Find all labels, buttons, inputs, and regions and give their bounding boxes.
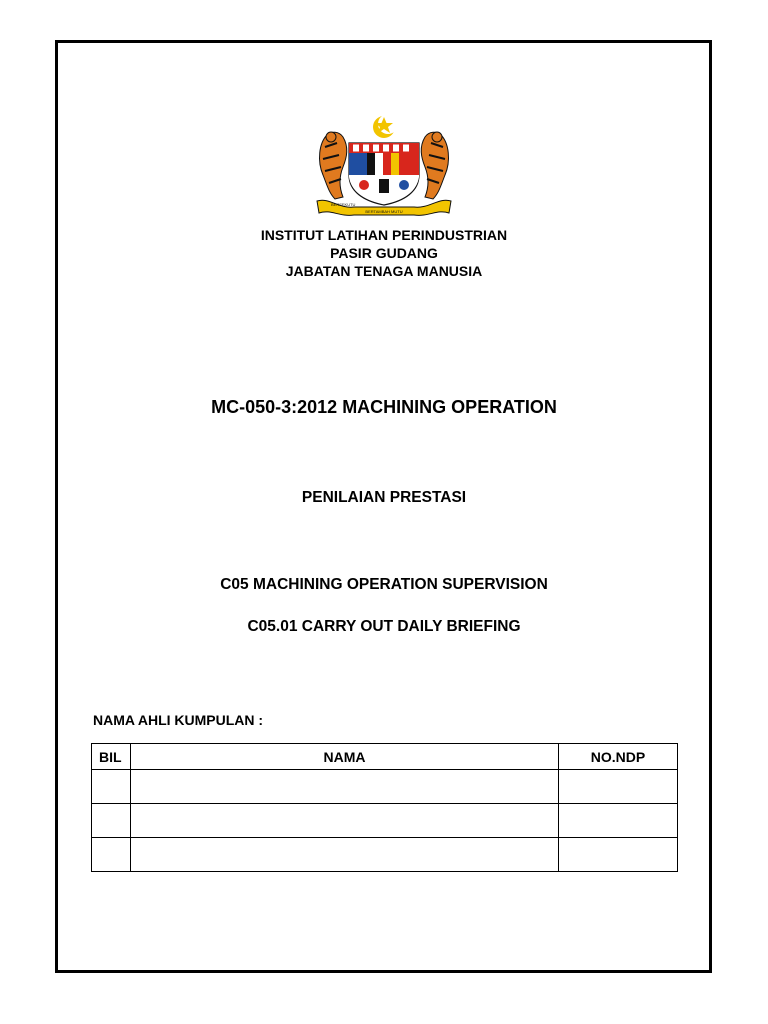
group-members-label: NAMA AHLI KUMPULAN : [93,712,264,728]
crest-motto-left: BERSEKUTU [331,202,356,207]
module-heading: C05 MACHINING OPERATION SUPERVISION [220,576,548,593]
task-heading: C05.01 CARRY OUT DAILY BRIEFING [247,618,521,635]
table-row [92,838,678,872]
bil-cell[interactable] [92,804,131,838]
ndp-cell[interactable] [559,838,678,872]
column-header-nama: NAMA [131,744,559,770]
institution-location: PASIR GUDANG [330,245,438,261]
coat-of-arms-emblem [309,113,459,221]
group-members-table [91,743,678,872]
nama-cell[interactable] [131,770,559,804]
column-header-ndp: NO.NDP [559,744,678,770]
bil-cell[interactable] [92,770,131,804]
section-heading: PENILAIAN PRESTASI [301,489,467,506]
column-header-bil: BIL [92,744,131,770]
department-name: JABATAN TENAGA MANUSIA [285,263,483,279]
bil-cell[interactable] [92,838,131,872]
crest-motto-center: BERTAMBAH MUTU [365,209,403,214]
document-title: MC-050-3:2012 MACHINING OPERATION [211,397,557,417]
nama-cell[interactable] [131,838,559,872]
table-header-row [92,744,678,770]
institution-name: INSTITUT LATIHAN PERINDUSTRIAN [260,227,508,243]
ndp-cell[interactable] [559,804,678,838]
table-row [92,770,678,804]
nama-cell[interactable] [131,804,559,838]
ndp-cell[interactable] [559,770,678,804]
table-row [92,804,678,838]
